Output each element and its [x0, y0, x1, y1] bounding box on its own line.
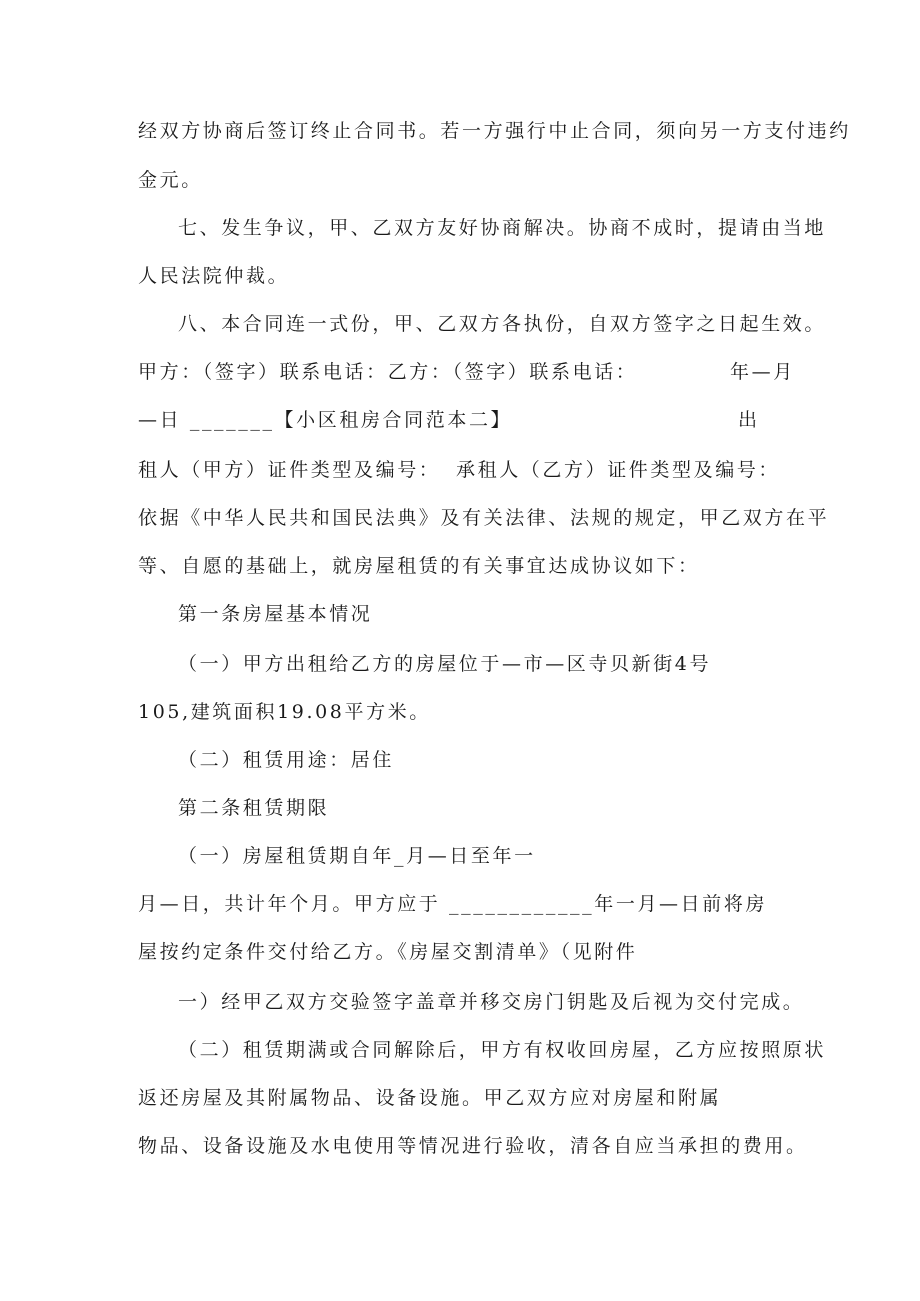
paragraph-line: （二）租赁用途：居住	[178, 749, 395, 771]
contract-title-line: —日 _______【小区租房合同范本二】	[138, 409, 513, 431]
lessee-id-label: 承租人（乙方）证件类型及编号：	[456, 459, 781, 481]
lessor-id-label: 租人（甲方）证件类型及编号：	[138, 459, 441, 481]
paragraph-line: （二）租赁期满或合同解除后，甲方有权收回房屋，乙方应按照原状	[178, 1039, 827, 1061]
clause-eight-line: 八、本合同连一式份，甲、乙双方各执份，自双方签字之日起生效。	[178, 313, 827, 335]
paragraph-line: （一）房屋租赁期自年_月—日至年一	[178, 845, 536, 867]
paragraph-line: 一）经甲乙双方交验签字盖章并移交房门钥匙及后视为交付完成。	[178, 991, 805, 1013]
paragraph-line: （一）甲方出租给乙方的房屋位于—市—区寺贝新街4号	[178, 653, 712, 675]
paragraph-line: 月—日，共计年个月。甲方应于 ____________年一月—日前将房	[138, 893, 768, 915]
paragraph-line: 依据《中华人民共和国民法典》及有关法律、法规的规定，甲乙双方在平	[138, 507, 830, 529]
date-year-month: 年—月	[730, 361, 795, 383]
paragraph-line: 等、自愿的基础上，就房屋租赁的有关事宜达成协议如下：	[138, 555, 700, 577]
paragraph-line: 人民法院仲裁。	[138, 265, 290, 287]
article-two-heading: 第二条租赁期限	[178, 797, 330, 819]
article-one-heading: 第一条房屋基本情况	[178, 603, 373, 625]
paragraph-line: 105,建筑面积19.08平方米。	[138, 701, 431, 723]
paragraph-line: 金元。	[138, 169, 203, 191]
paragraph-line: 物品、设备设施及水电使用等情况进行验收，清各自应当承担的费用。	[138, 1135, 808, 1157]
lessor-prefix: 出	[738, 409, 760, 431]
paragraph-line: 经双方协商后签订终止合同书。若一方强行中止合同，须向另一方支付违约	[138, 120, 851, 142]
clause-seven-line: 七、发生争议，甲、乙双方友好协商解决。协商不成时，提请由当地	[178, 217, 827, 239]
signature-line: 甲方：（签字）联系电话：乙方：（签字）联系电话：	[138, 361, 638, 383]
paragraph-line: 屋按约定条件交付给乙方。《房屋交割清单》（见附件	[138, 941, 638, 963]
paragraph-line: 返还房屋及其附属物品、设备设施。甲乙双方应对房屋和附属	[138, 1087, 722, 1109]
